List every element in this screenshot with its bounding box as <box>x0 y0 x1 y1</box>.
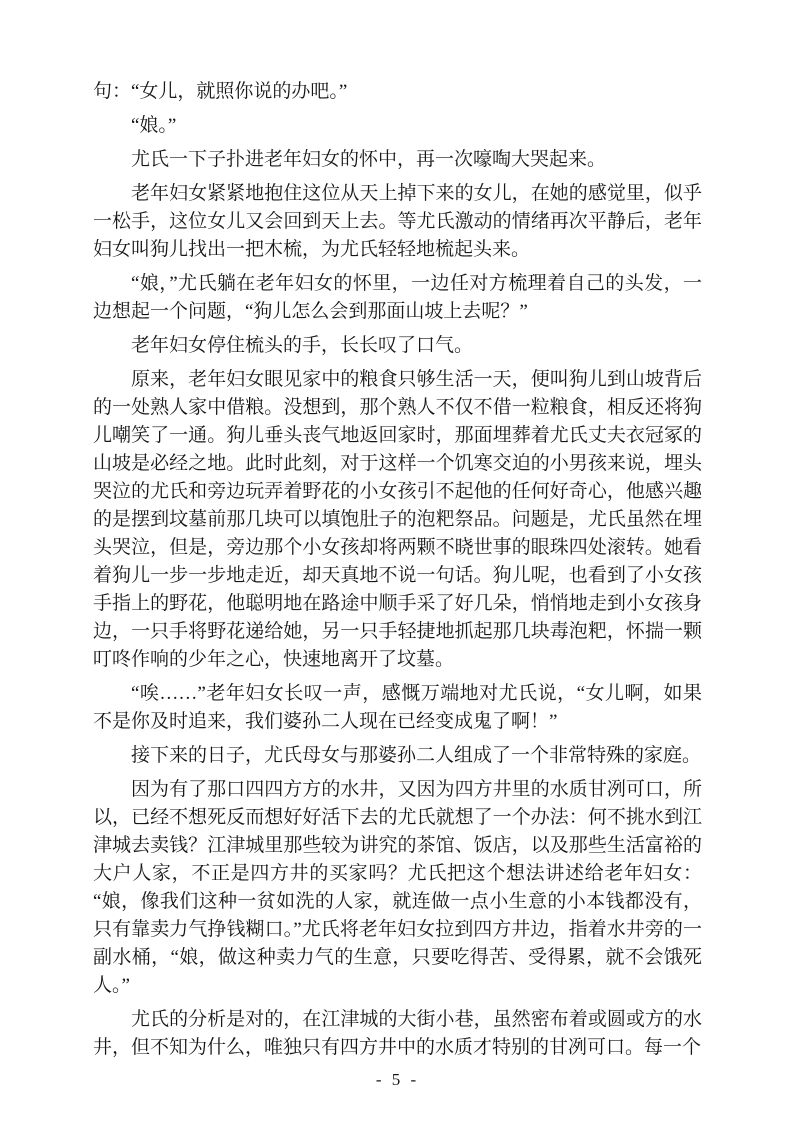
page-number: - 5 - <box>375 1070 420 1089</box>
paragraph: 原来，老年妇女眼见家中的粮食只够生活一天，便叫狗儿到山坡背后的一处熟人家中借粮。没想到，那个熟人不仅不借一粒粮食，相反还将狗儿嘲笑了一通。狗儿垂头丧气地返回家时，那面埋葬着尤氏丈夫衣冠冢的山坡是必经之地。此时此刻，对于这样一个饥寒交迫的小男孩来说，埋头哭泣的尤氏和旁边玩弄着野花的小女孩引不起他的任何好奇心，他感兴趣的是摆到坟墓前那几块可以填饱肚子的泡粑祭品。问题是，尤氏虽然在埋头哭泣，但是，旁边那个小女孩却将两颗不晓世事的眼珠四处滚转。她看着狗儿一步一步地走近，却天真地不说一句话。狗儿呢，也看到了小女孩手指上的野花，他聪明地在路途中顺手采了好几朵，悄悄地走到小女孩身边，一只手将野花递给她，另一只手轻捷地抓起那几块毒泡粑，怀揣一颗叮咚作响的少年之心，快速地离开了坟墓。 <box>93 369 702 670</box>
paragraph: “唉……”老年妇女长叹一声，感慨万端地对尤氏说，“女儿啊，如果不是你及时追来，我们婆孙二人现在已经变成鬼了啊！” <box>93 683 702 732</box>
paragraph: 老年妇女停住梳头的手，长长叹了口气。 <box>131 335 474 356</box>
paragraph: 句：“女儿，就照你说的办吧。” <box>93 81 348 102</box>
paragraph: “娘。” <box>131 115 177 136</box>
paragraph: 接下来的日子，尤氏母女与那婆孙二人组成了一个非常特殊的家庭。 <box>131 745 702 766</box>
paragraph: “娘，”尤氏躺在老年妇女的怀里，一边任对方梳理着自己的头发，一边想起一个问题，“狗儿怎么会到那面山坡上去呢？” <box>93 273 702 322</box>
paragraph: 因为有了那口四四方方的水井，又因为四方井里的水质甘冽可口，所以，已经不想死反而想好好活下去的尤氏就想了一个办法：何不挑水到江津城去卖钱？江津城里那些较为讲究的茶馆、饭店，以及那些生活富裕的大户人家，不正是四方井的买家吗？尤氏把这个想法讲述给老年妇女：“娘，像我们这种一贫如洗的人家，就连做一点小生意的小本钱都没有，只有靠卖力气挣钱糊口。”尤氏将老年妇女拉到四方井边，指着水井旁的一副水桶，“娘，做这种卖力气的生意，只要吃得苦、受得累，就不会饿死人。” <box>93 779 702 996</box>
paragraph: 尤氏一下子扑进老年妇女的怀中，再一次嚎啕大哭起来。 <box>131 149 607 170</box>
paragraph: 老年妇女紧紧地抱住这位从天上掉下来的女儿，在她的感觉里，似乎一松手，这位女儿又会回到天上去。等尤氏激动的情绪再次平静后，老年妇女叫狗儿找出一把木梳，为尤氏轻轻地梳起头来。 <box>93 183 702 260</box>
text-body <box>93 78 702 1062</box>
paragraph: 尤氏的分析是对的，在江津城的大街小巷，虽然密布着或圆或方的水井，但不知为什么，唯独只有四方井中的水质才特别的甘冽可口。每一个 <box>93 1009 702 1058</box>
